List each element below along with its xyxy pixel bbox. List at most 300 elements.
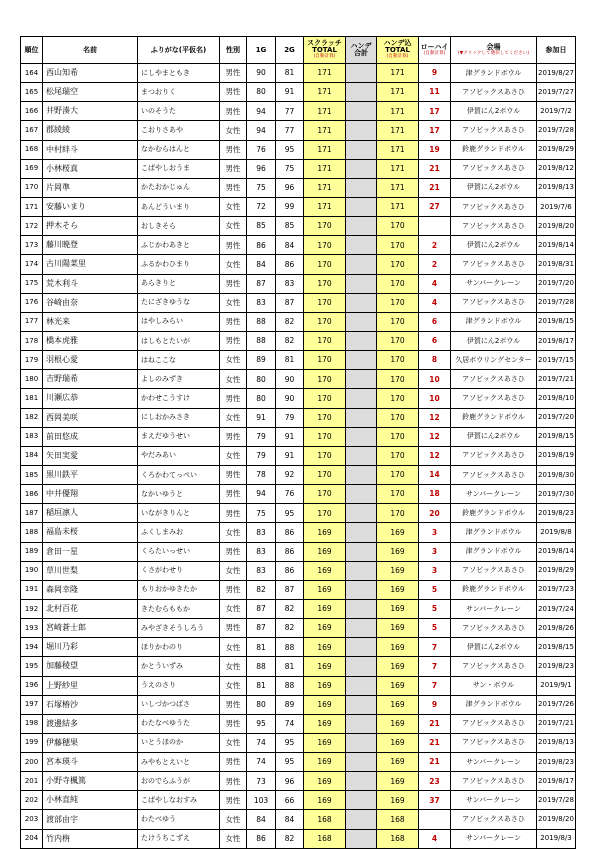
venue-select[interactable]: 鈴鹿グランドボウル bbox=[451, 504, 537, 523]
table-body bbox=[21, 64, 576, 849]
kana-cell: まつおりく bbox=[138, 83, 220, 102]
venue-select[interactable]: アソビックスあさひ bbox=[451, 217, 537, 236]
table-row bbox=[21, 542, 576, 561]
venue-select[interactable]: 鈴鹿グランドボウル bbox=[451, 408, 537, 427]
lowhigh-cell: 12 bbox=[419, 408, 451, 427]
scratch-total-cell: 170 bbox=[304, 312, 346, 331]
handicap-cell[interactable] bbox=[346, 523, 377, 542]
date-cell: 2019/8/19 bbox=[537, 446, 576, 465]
table-row bbox=[21, 121, 576, 140]
lowhigh-cell: 9 bbox=[419, 695, 451, 714]
rank-cell: 182 bbox=[21, 408, 43, 427]
name-cell: 加藤稜望 bbox=[43, 657, 138, 676]
game2-cell: 81 bbox=[276, 351, 304, 370]
kana-cell: かたおかじゅん bbox=[138, 178, 220, 197]
date-cell: 2019/8/23 bbox=[537, 657, 576, 676]
venue-select[interactable]: 鈴鹿グランドボウル bbox=[451, 140, 537, 159]
rank-cell: 177 bbox=[21, 312, 43, 331]
venue-select[interactable]: 鈴鹿グランドボウル bbox=[451, 580, 537, 599]
kana-cell: ふるかわひまり bbox=[138, 255, 220, 274]
handicap-cell[interactable] bbox=[346, 580, 377, 599]
kana-cell: はしもとたいが bbox=[138, 331, 220, 350]
handicap-total-cell: 169 bbox=[377, 676, 419, 695]
scratch-total-cell: 171 bbox=[304, 140, 346, 159]
name-cell: 羽根心愛 bbox=[43, 351, 138, 370]
handicap-cell[interactable] bbox=[346, 102, 377, 121]
lowhigh-cell: 21 bbox=[419, 753, 451, 772]
rank-cell: 165 bbox=[21, 83, 43, 102]
table-row bbox=[21, 197, 576, 216]
rank-cell: 200 bbox=[21, 753, 43, 772]
game2-cell: 81 bbox=[276, 64, 304, 83]
table-row bbox=[21, 159, 576, 178]
handicap-cell[interactable] bbox=[346, 274, 377, 293]
name-cell: 上野紗里 bbox=[43, 676, 138, 695]
venue-select[interactable]: 伊賀にん2ボウル bbox=[451, 236, 537, 255]
venue-select[interactable]: サンバークレーン bbox=[451, 599, 537, 618]
game2-cell: 82 bbox=[276, 599, 304, 618]
gender-cell: 男性 bbox=[220, 236, 247, 255]
table-row bbox=[21, 580, 576, 599]
venue-select[interactable]: アソビックスあさひ bbox=[451, 714, 537, 733]
venue-select[interactable]: アソビックスあさひ bbox=[451, 810, 537, 829]
rank-cell: 194 bbox=[21, 638, 43, 657]
date-cell: 2019/7/20 bbox=[537, 274, 576, 293]
date-cell: 2019/8/23 bbox=[537, 753, 576, 772]
handicap-cell[interactable] bbox=[346, 829, 377, 848]
date-cell: 2019/8/15 bbox=[537, 427, 576, 446]
name-cell: 谷崎由奈 bbox=[43, 293, 138, 312]
handicap-cell[interactable] bbox=[346, 312, 377, 331]
game1-cell: 74 bbox=[247, 733, 276, 752]
handicap-cell[interactable] bbox=[346, 217, 377, 236]
lowhigh-cell: 3 bbox=[419, 542, 451, 561]
rank-cell: 164 bbox=[21, 64, 43, 83]
lowhigh-cell: 27 bbox=[419, 197, 451, 216]
game2-cell: 85 bbox=[276, 217, 304, 236]
handicap-cell[interactable] bbox=[346, 504, 377, 523]
game1-cell: 87 bbox=[247, 599, 276, 618]
handicap-cell[interactable] bbox=[346, 619, 377, 638]
scratch-total-cell: 169 bbox=[304, 561, 346, 580]
handicap-total-cell: 169 bbox=[377, 791, 419, 810]
lowhigh-cell: 19 bbox=[419, 140, 451, 159]
lowhigh-cell: 3 bbox=[419, 561, 451, 580]
venue-select[interactable]: アソビックスあさひ bbox=[451, 465, 537, 484]
game2-cell: 86 bbox=[276, 542, 304, 561]
handicap-cell[interactable] bbox=[346, 485, 377, 504]
rank-cell: 203 bbox=[21, 810, 43, 829]
kana-cell: いとうほのか bbox=[138, 733, 220, 752]
game1-cell: 75 bbox=[247, 178, 276, 197]
gender-cell: 男性 bbox=[220, 83, 247, 102]
name-cell: 林光来 bbox=[43, 312, 138, 331]
table-row bbox=[21, 274, 576, 293]
handicap-cell[interactable] bbox=[346, 370, 377, 389]
header-name: 名前 bbox=[43, 37, 138, 64]
game2-cell: 91 bbox=[276, 427, 304, 446]
header-handicap bbox=[346, 37, 377, 64]
gender-cell: 男性 bbox=[220, 140, 247, 159]
rank-cell: 170 bbox=[21, 178, 43, 197]
rank-cell: 201 bbox=[21, 772, 43, 791]
handicap-cell[interactable] bbox=[346, 542, 377, 561]
date-cell: 2019/7/24 bbox=[537, 599, 576, 618]
game1-cell: 91 bbox=[247, 408, 276, 427]
table-row bbox=[21, 351, 576, 370]
rank-cell: 190 bbox=[21, 561, 43, 580]
game2-cell: 99 bbox=[276, 197, 304, 216]
game1-cell: 89 bbox=[247, 351, 276, 370]
kana-cell: はやしみらい bbox=[138, 312, 220, 331]
handicap-cell[interactable] bbox=[346, 255, 377, 274]
gender-cell: 男性 bbox=[220, 274, 247, 293]
ranking-sheet bbox=[20, 36, 575, 849]
gender-cell: 男性 bbox=[220, 753, 247, 772]
scratch-total-cell: 170 bbox=[304, 351, 346, 370]
table-row bbox=[21, 389, 576, 408]
date-cell: 2019/7/15 bbox=[537, 351, 576, 370]
handicap-total-cell: 170 bbox=[377, 312, 419, 331]
gender-cell: 男性 bbox=[220, 619, 247, 638]
game2-cell: 90 bbox=[276, 389, 304, 408]
handicap-cell[interactable] bbox=[346, 657, 377, 676]
venue-select[interactable]: アソビックスあさひ bbox=[451, 772, 537, 791]
venue-select[interactable]: アソビックスあさひ bbox=[451, 657, 537, 676]
date-cell: 2019/9/1 bbox=[537, 676, 576, 695]
venue-select[interactable]: 伊賀にん2ボウル bbox=[451, 178, 537, 197]
gender-cell: 女性 bbox=[220, 446, 247, 465]
gender-cell: 女性 bbox=[220, 599, 247, 618]
gender-cell: 男性 bbox=[220, 542, 247, 561]
header-handicap-line1: ハンデ bbox=[350, 42, 372, 50]
kana-cell: わたなべゆうた bbox=[138, 714, 220, 733]
gender-cell: 男性 bbox=[220, 64, 247, 83]
game1-cell: 94 bbox=[247, 102, 276, 121]
header-gender: 性別 bbox=[220, 37, 247, 64]
name-cell: 草川世梨 bbox=[43, 561, 138, 580]
game2-cell: 87 bbox=[276, 580, 304, 599]
gender-cell: 女性 bbox=[220, 638, 247, 657]
venue-select[interactable]: アソビックスあさひ bbox=[451, 83, 537, 102]
handicap-cell[interactable] bbox=[346, 64, 377, 83]
game1-cell: 86 bbox=[247, 829, 276, 848]
rank-cell: 185 bbox=[21, 465, 43, 484]
table-row bbox=[21, 523, 576, 542]
date-cell: 2019/8/31 bbox=[537, 255, 576, 274]
game2-cell: 84 bbox=[276, 810, 304, 829]
handicap-cell[interactable] bbox=[346, 197, 377, 216]
game2-cell: 86 bbox=[276, 561, 304, 580]
lowhigh-cell: 7 bbox=[419, 676, 451, 695]
rank-cell: 197 bbox=[21, 695, 43, 714]
rank-cell: 174 bbox=[21, 255, 43, 274]
header-venue-line1: 会場 bbox=[486, 42, 501, 51]
venue-select[interactable]: アソビックスあさひ bbox=[451, 370, 537, 389]
kana-cell: くさがわせり bbox=[138, 561, 220, 580]
handicap-cell[interactable] bbox=[346, 351, 377, 370]
kana-cell: にしやまともき bbox=[138, 64, 220, 83]
handicap-total-cell: 170 bbox=[377, 504, 419, 523]
kana-cell: ふくしまみお bbox=[138, 523, 220, 542]
kana-cell: もりおかゆきたか bbox=[138, 580, 220, 599]
rank-cell: 176 bbox=[21, 293, 43, 312]
scratch-total-cell: 171 bbox=[304, 83, 346, 102]
table-row bbox=[21, 791, 576, 810]
game1-cell: 90 bbox=[247, 64, 276, 83]
gender-cell: 女性 bbox=[220, 197, 247, 216]
game2-cell: 81 bbox=[276, 657, 304, 676]
venue-select[interactable]: アソビックスあさひ bbox=[451, 293, 537, 312]
header-scratch-line1: スクラッチ bbox=[307, 39, 342, 48]
handicap-cell[interactable] bbox=[346, 389, 377, 408]
venue-select[interactable]: 伊賀にん2ボウル bbox=[451, 638, 537, 657]
venue-select[interactable]: サン・ボウル bbox=[451, 676, 537, 695]
date-cell: 2019/8/27 bbox=[537, 64, 576, 83]
handicap-cell[interactable] bbox=[346, 446, 377, 465]
lowhigh-cell: 6 bbox=[419, 331, 451, 350]
scratch-total-cell: 170 bbox=[304, 389, 346, 408]
name-cell: 中村絆斗 bbox=[43, 140, 138, 159]
handicap-cell[interactable] bbox=[346, 236, 377, 255]
handicap-total-cell: 171 bbox=[377, 121, 419, 140]
gender-cell: 男性 bbox=[220, 159, 247, 178]
handicap-cell[interactable] bbox=[346, 791, 377, 810]
name-cell: 小林桜真 bbox=[43, 159, 138, 178]
handicap-cell[interactable] bbox=[346, 178, 377, 197]
venue-select[interactable]: 津グランドボウル bbox=[451, 523, 537, 542]
kana-cell: こばやしなおすみ bbox=[138, 791, 220, 810]
venue-select[interactable]: 津グランドボウル bbox=[451, 312, 537, 331]
lowhigh-cell: 14 bbox=[419, 465, 451, 484]
date-cell: 2019/7/28 bbox=[537, 791, 576, 810]
name-cell: 荒木利斗 bbox=[43, 274, 138, 293]
handicap-total-cell: 170 bbox=[377, 370, 419, 389]
handicap-cell[interactable] bbox=[346, 293, 377, 312]
rank-cell: 196 bbox=[21, 676, 43, 695]
table-row bbox=[21, 753, 576, 772]
lowhigh-cell: 2 bbox=[419, 255, 451, 274]
venue-select[interactable]: アソビックスあさひ bbox=[451, 197, 537, 216]
handicap-cell[interactable] bbox=[346, 714, 377, 733]
handicap-cell[interactable] bbox=[346, 561, 377, 580]
venue-select[interactable]: サンバークレーン bbox=[451, 753, 537, 772]
kana-cell: かとういずみ bbox=[138, 657, 220, 676]
kana-cell: わたべゆう bbox=[138, 810, 220, 829]
handicap-total-cell: 169 bbox=[377, 733, 419, 752]
scratch-total-cell: 169 bbox=[304, 733, 346, 752]
handicap-total-cell: 169 bbox=[377, 561, 419, 580]
header-scratch-line2: TOTAL bbox=[312, 46, 337, 55]
scratch-total-cell: 168 bbox=[304, 810, 346, 829]
venue-select[interactable]: 津グランドボウル bbox=[451, 542, 537, 561]
scratch-total-cell: 170 bbox=[304, 331, 346, 350]
header-venue bbox=[451, 37, 537, 64]
name-cell: 伊藤穂果 bbox=[43, 733, 138, 752]
venue-select[interactable]: 伊賀にん2ボウル bbox=[451, 427, 537, 446]
handicap-total-cell: 171 bbox=[377, 64, 419, 83]
handicap-cell[interactable] bbox=[346, 753, 377, 772]
venue-select[interactable]: サンバークレーン bbox=[451, 829, 537, 848]
venue-select[interactable]: アソビックスあさひ bbox=[451, 121, 537, 140]
game2-cell: 75 bbox=[276, 159, 304, 178]
game1-cell: 83 bbox=[247, 523, 276, 542]
game2-cell: 82 bbox=[276, 619, 304, 638]
scratch-total-cell: 169 bbox=[304, 772, 346, 791]
handicap-cell[interactable] bbox=[346, 695, 377, 714]
gender-cell: 男性 bbox=[220, 580, 247, 599]
handicap-cell[interactable] bbox=[346, 427, 377, 446]
name-cell: 橋本虎雅 bbox=[43, 331, 138, 350]
date-cell: 2019/8/14 bbox=[537, 236, 576, 255]
handicap-cell[interactable] bbox=[346, 83, 377, 102]
header-rank: 順位 bbox=[21, 37, 43, 64]
venue-select[interactable]: アソビックスあさひ bbox=[451, 255, 537, 274]
venue-select[interactable]: アソビックスあさひ bbox=[451, 619, 537, 638]
kana-cell: きたむらももか bbox=[138, 599, 220, 618]
game2-cell: 95 bbox=[276, 504, 304, 523]
handicap-cell[interactable] bbox=[346, 140, 377, 159]
game2-cell: 66 bbox=[276, 791, 304, 810]
kana-cell: ふじかわあきと bbox=[138, 236, 220, 255]
game2-cell: 95 bbox=[276, 140, 304, 159]
venue-select[interactable]: アソビックスあさひ bbox=[451, 561, 537, 580]
venue-select[interactable]: 津グランドボウル bbox=[451, 695, 537, 714]
handicap-total-cell: 169 bbox=[377, 753, 419, 772]
kana-cell: なかむらはんと bbox=[138, 140, 220, 159]
header-game1: 1G bbox=[247, 37, 276, 64]
ranking-table bbox=[20, 36, 576, 849]
rank-cell: 189 bbox=[21, 542, 43, 561]
game1-cell: 95 bbox=[247, 714, 276, 733]
lowhigh-cell: 11 bbox=[419, 83, 451, 102]
scratch-total-cell: 169 bbox=[304, 753, 346, 772]
date-cell: 2019/8/14 bbox=[537, 542, 576, 561]
kana-cell: いのそうた bbox=[138, 102, 220, 121]
handicap-cell[interactable] bbox=[346, 465, 377, 484]
date-cell: 2019/8/12 bbox=[537, 159, 576, 178]
rank-cell: 195 bbox=[21, 657, 43, 676]
handicap-total-cell: 169 bbox=[377, 523, 419, 542]
handicap-cell[interactable] bbox=[346, 331, 377, 350]
lowhigh-cell: 6 bbox=[419, 312, 451, 331]
table-row bbox=[21, 427, 576, 446]
handicap-cell[interactable] bbox=[346, 599, 377, 618]
gender-cell: 女性 bbox=[220, 293, 247, 312]
table-row bbox=[21, 676, 576, 695]
rank-cell: 192 bbox=[21, 599, 43, 618]
name-cell: 藤川暁登 bbox=[43, 236, 138, 255]
handicap-cell[interactable] bbox=[346, 772, 377, 791]
table-row bbox=[21, 370, 576, 389]
lowhigh-cell: 18 bbox=[419, 485, 451, 504]
name-cell: 黒川鉄平 bbox=[43, 465, 138, 484]
handicap-total-cell: 169 bbox=[377, 638, 419, 657]
game1-cell: 86 bbox=[247, 236, 276, 255]
header-hdtotal-line2: TOTAL bbox=[385, 46, 410, 55]
rank-cell: 191 bbox=[21, 580, 43, 599]
venue-select[interactable]: 伊賀にん2ボウル bbox=[451, 102, 537, 121]
lowhigh-cell: 5 bbox=[419, 580, 451, 599]
venue-select[interactable]: アソビックスあさひ bbox=[451, 446, 537, 465]
lowhigh-cell: 10 bbox=[419, 370, 451, 389]
table-row bbox=[21, 504, 576, 523]
lowhigh-cell: 21 bbox=[419, 178, 451, 197]
gender-cell: 男性 bbox=[220, 695, 247, 714]
scratch-total-cell: 171 bbox=[304, 159, 346, 178]
handicap-cell[interactable] bbox=[346, 408, 377, 427]
handicap-cell[interactable] bbox=[346, 810, 377, 829]
game1-cell: 78 bbox=[247, 465, 276, 484]
venue-select[interactable]: アソビックスあさひ bbox=[451, 159, 537, 178]
game2-cell: 95 bbox=[276, 753, 304, 772]
gender-cell: 女性 bbox=[220, 408, 247, 427]
lowhigh-cell: 9 bbox=[419, 64, 451, 83]
name-cell: 川瀬広恭 bbox=[43, 389, 138, 408]
handicap-cell[interactable] bbox=[346, 159, 377, 178]
lowhigh-cell: 2 bbox=[419, 236, 451, 255]
venue-select[interactable]: サンバークレーン bbox=[451, 274, 537, 293]
game1-cell: 80 bbox=[247, 83, 276, 102]
venue-select[interactable]: アソビックスあさひ bbox=[451, 389, 537, 408]
name-cell: 郡綾綾 bbox=[43, 121, 138, 140]
date-cell: 2019/7/23 bbox=[537, 580, 576, 599]
handicap-total-cell: 170 bbox=[377, 255, 419, 274]
gender-cell: 女性 bbox=[220, 810, 247, 829]
lowhigh-cell: 21 bbox=[419, 733, 451, 752]
venue-select[interactable]: サンバークレーン bbox=[451, 485, 537, 504]
handicap-cell[interactable] bbox=[346, 676, 377, 695]
venue-select[interactable]: 伊賀にん2ボウル bbox=[451, 331, 537, 350]
game1-cell: 75 bbox=[247, 504, 276, 523]
rank-cell: 169 bbox=[21, 159, 43, 178]
scratch-total-cell: 169 bbox=[304, 580, 346, 599]
venue-select[interactable]: サンバークレーン bbox=[451, 791, 537, 810]
date-cell: 2019/8/23 bbox=[537, 504, 576, 523]
game2-cell: 77 bbox=[276, 121, 304, 140]
game1-cell: 79 bbox=[247, 446, 276, 465]
handicap-total-cell: 169 bbox=[377, 580, 419, 599]
name-cell: 井野湊大 bbox=[43, 102, 138, 121]
date-cell: 2019/8/15 bbox=[537, 638, 576, 657]
rank-cell: 167 bbox=[21, 121, 43, 140]
scratch-total-cell: 171 bbox=[304, 178, 346, 197]
lowhigh-cell bbox=[419, 217, 451, 236]
handicap-cell[interactable] bbox=[346, 121, 377, 140]
table-row bbox=[21, 657, 576, 676]
scratch-total-cell: 170 bbox=[304, 255, 346, 274]
rank-cell: 175 bbox=[21, 274, 43, 293]
game2-cell: 77 bbox=[276, 102, 304, 121]
table-row bbox=[21, 446, 576, 465]
handicap-cell[interactable] bbox=[346, 638, 377, 657]
venue-select[interactable]: 津グランドボウル bbox=[451, 64, 537, 83]
header-hdtotal-line1: ハンデ込 bbox=[383, 39, 412, 48]
handicap-cell[interactable] bbox=[346, 733, 377, 752]
table-row bbox=[21, 64, 576, 83]
table-row bbox=[21, 236, 576, 255]
handicap-total-cell: 171 bbox=[377, 102, 419, 121]
date-cell: 2019/8/17 bbox=[537, 772, 576, 791]
date-cell: 2019/7/28 bbox=[537, 293, 576, 312]
scratch-total-cell: 170 bbox=[304, 293, 346, 312]
venue-select[interactable]: アソビックスあさひ bbox=[451, 733, 537, 752]
rank-cell: 202 bbox=[21, 791, 43, 810]
venue-select[interactable]: 久居ボウリングセンター bbox=[451, 351, 537, 370]
date-cell: 2019/8/8 bbox=[537, 523, 576, 542]
lowhigh-cell: 21 bbox=[419, 714, 451, 733]
date-cell: 2019/8/29 bbox=[537, 561, 576, 580]
